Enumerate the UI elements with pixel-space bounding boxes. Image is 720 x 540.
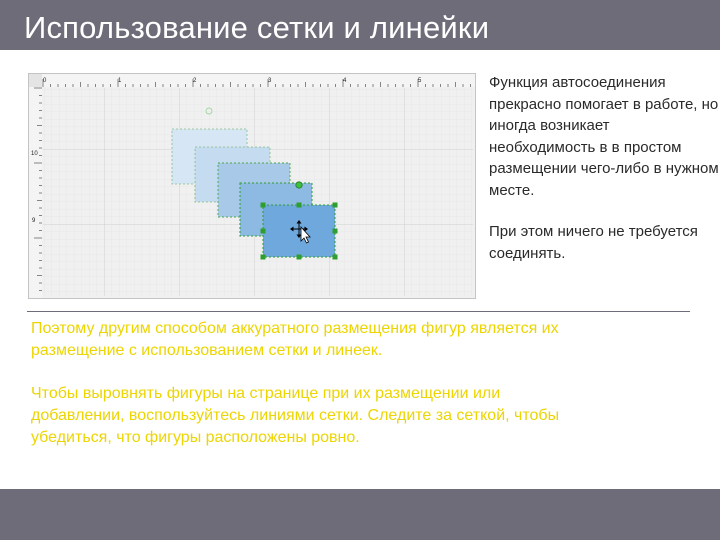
ruler-label-v-10: 10 xyxy=(31,151,38,157)
vertical-ruler[interactable] xyxy=(29,74,42,298)
ruler-label-2: 2 xyxy=(193,78,197,84)
title-bar xyxy=(0,0,720,50)
horizontal-ruler[interactable] xyxy=(29,74,475,87)
ruler-label-5: 5 xyxy=(418,78,422,84)
rotation-handle-icon[interactable] xyxy=(296,182,302,188)
main-text xyxy=(31,318,591,449)
ruler-label-3: 3 xyxy=(268,78,272,84)
footer-bar xyxy=(0,489,720,540)
sidebar-text xyxy=(489,72,719,264)
slide-title: Использование сетки и линейки xyxy=(24,10,490,45)
drawing-canvas xyxy=(29,74,475,298)
ruler-label-4: 4 xyxy=(343,78,347,84)
section-divider xyxy=(27,311,690,312)
ruler-label-v-9: 9 xyxy=(32,218,36,224)
sidebar-paragraph-no-connect: При этом ничего не требуется соединять. xyxy=(489,223,698,262)
sidebar-paragraph-autoconnect: Функция автосоединения прекрасно помогает в работе, но иногда возникает необходимость в в простом размещении чего-либо в нужном месте. xyxy=(489,74,719,199)
main-paragraph-align-shapes: Чтобы выровнять фигуры на странице при их размещении или добавлении, воспользуйтесь линиями сетки. Следите за сеткой, чтобы убедиться, что фигуры расположены ровно. xyxy=(31,385,560,446)
ruler-label-0: 0 xyxy=(43,78,47,84)
main-paragraph-grid-rulers: Поэтому другим способом аккуратного размещения фигур является их размещение с использованием сетки и линеек. xyxy=(31,320,559,359)
ruler-corner xyxy=(29,74,42,87)
drawing-canvas-screenshot xyxy=(28,73,476,299)
ruler-label-1: 1 xyxy=(118,78,122,84)
